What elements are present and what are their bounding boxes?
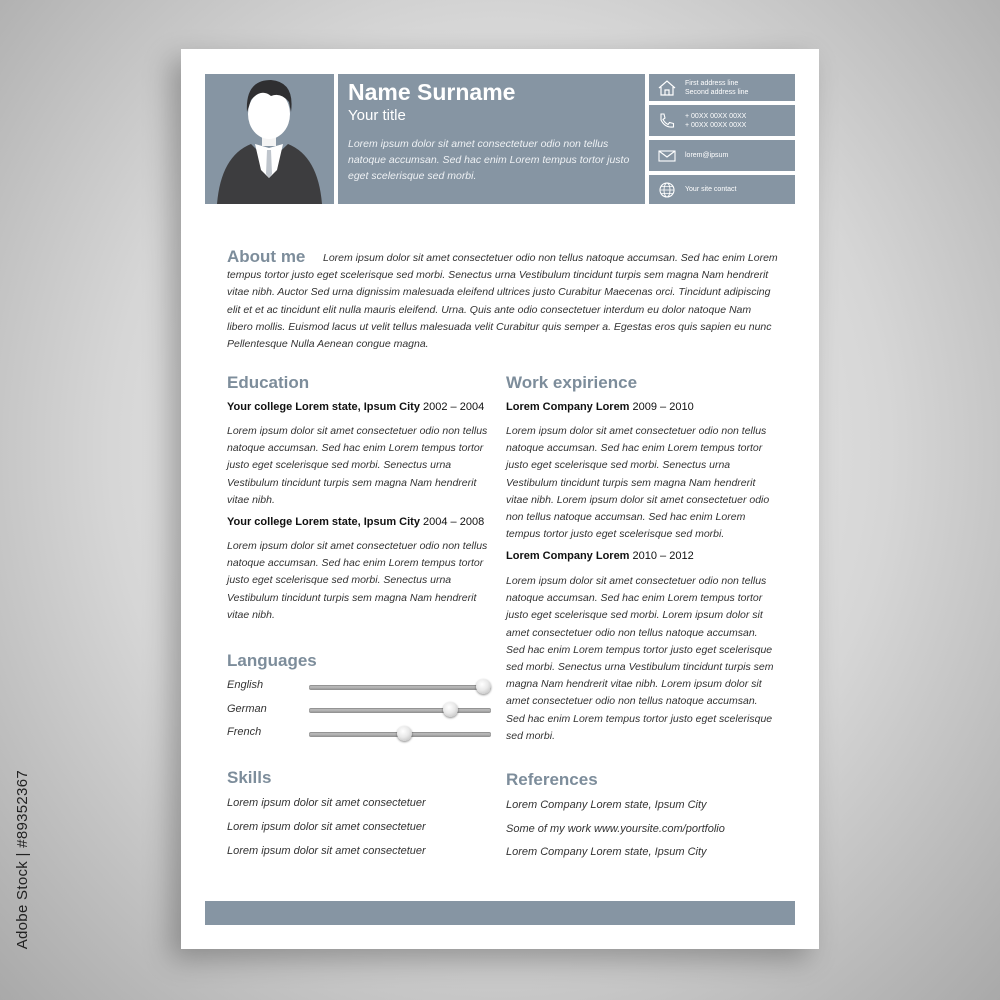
language-slider-english[interactable]: [309, 685, 491, 690]
job-title: Your title: [348, 107, 406, 124]
skill-item: Lorem ipsum dolor sit amet consectetuer: [227, 821, 426, 833]
slider-knob[interactable]: [397, 726, 412, 741]
reference-item: Some of my work www.yoursite.com/portfolio: [506, 823, 725, 835]
phone-icon: [655, 111, 679, 131]
work-heading: Work expirience: [506, 373, 638, 392]
language-label-french: French: [227, 726, 262, 738]
intro-text: Lorem ipsum dolor sit amet consectetuer odio non tellus natoque accumsan. Sed hac enim Lorem tempus tortor justo eget scelerisque sed morbi.: [348, 138, 630, 182]
address-line-2: Second address line: [685, 88, 749, 96]
skill-item: Lorem ipsum dolor sit amet consectetuer: [227, 845, 426, 857]
envelope-icon: [655, 146, 679, 166]
reference-item: Lorem Company Lorem state, Ipsum City: [506, 846, 707, 858]
work-entry-1-head: Lorem Company Lorem 2009 – 2010: [506, 401, 694, 413]
work-entry-1-text: Lorem ipsum dolor sit amet consectetuer odio non tellus natoque accumsan. Sed hac enim Lorem tempus tortor justo eget scelerisque sed morbi. Senectus urna Vestibulum tincidunt turpis sem magna Nam hendrerit vitae nibh. Lorem ipsum dolor sit amet consectetuer odio non tellus natoque accumsan. Sed hac enim Lorem tempus tortor justo eget scelerisque sed morbi.: [506, 425, 770, 541]
globe-icon: [655, 180, 679, 200]
person-avatar-icon: [205, 74, 334, 204]
contact-address: [649, 74, 795, 101]
reference-item: Lorem Company Lorem state, Ipsum City: [506, 799, 707, 811]
work-entry-2-head: Lorem Company Lorem 2010 – 2012: [506, 550, 694, 562]
education-heading: Education: [227, 373, 310, 392]
house-icon: [655, 78, 679, 98]
skill-item: Lorem ipsum dolor sit amet consectetuer: [227, 797, 426, 809]
resume-sheet: [181, 49, 819, 949]
full-name: Name Surname: [348, 79, 516, 105]
stock-id-text: Adobe Stock | #89352367: [14, 770, 31, 950]
skills-heading: Skills: [227, 768, 272, 787]
language-label-german: German: [227, 703, 267, 715]
language-slider-german[interactable]: [309, 708, 491, 713]
work-entry-2-text: Lorem ipsum dolor sit amet consectetuer odio non tellus natoque accumsan. Sed hac enim Lorem tempus tortor justo eget scelerisque sed morbi. Lorem ipsum dolor sit amet consectetuer odio non tellus natoque accumsan. Sed hac enim Lorem tempus tortor justo eget scelerisque sed morbi. Senectus urna Vestibulum tincidunt turpis sem magna Nam hendrerit vitae nibh. Lorem ipsum dolor sit amet consectetuer odio non tellus natoque accumsan. Sed hac enim Lorem tempus tortor justo eget scelerisque sed morbi.: [506, 575, 774, 742]
contact-email: [649, 140, 795, 171]
phone-line-1: + 00XX 00XX 00XX: [685, 112, 747, 120]
profile-photo: [205, 74, 334, 204]
phone-line-2: + 00XX 00XX 00XX: [685, 121, 747, 129]
website-text: Your site contact: [685, 186, 737, 193]
education-entry-1-head: Your college Lorem state, Ipsum City 2002 – 2004: [227, 401, 485, 413]
slider-knob[interactable]: [476, 679, 491, 694]
language-label-english: English: [227, 679, 264, 691]
education-entry-1-text: Lorem ipsum dolor sit amet consectetuer odio non tellus natoque accumsan. Sed hac enim Lorem tempus tortor justo eget scelerisque sed morbi. Senectus urna Vestibulum tincidunt turpis sem magna Nam hendrerit vitae nibh.: [227, 425, 488, 506]
address-line-1: First address line: [685, 79, 739, 87]
education-entry-2-text: Lorem ipsum dolor sit amet consectetuer odio non tellus natoque accumsan. Sed hac enim Lorem tempus tortor justo eget scelerisque sed morbi. Senectus urna Vestibulum tincidunt turpis sem magna Nam hendrerit vitae nibh.: [227, 540, 488, 621]
footer-bar: [205, 901, 795, 925]
email-text: lorem@ipsum: [685, 152, 729, 159]
language-slider-french[interactable]: [309, 732, 491, 737]
name-title-box: [338, 74, 645, 204]
references-heading: References: [506, 770, 598, 789]
about-text: Lorem ipsum dolor sit amet consectetuer odio non tellus natoque accumsan. Sed hac enim Lorem tempus tortor justo eget scelerisque sed morbi. Senectus urna Vestibulum tincidunt turpis sem magna Nam hendrerit vitae nibh. Auctor Sed urna dignissim malesuada eleifend ultrices justo Curabitur Maecenas orci. Tincidunt adipiscing elit et et ac tincidunt elit nulla mauris eleifend. Urna. Quis ante odio consectetuer interdum eu dolor natoque Nam libero mollis. Euismod lacus ut velit tellus malesuada velit Curabitur quis semper a. Egestas eros quis sapien eu nunc Pellentesque Nulla Aenean congue magna.: [227, 252, 778, 351]
languages-heading: Languages: [227, 651, 317, 670]
contact-website: [649, 175, 795, 204]
education-entry-2-head: Your college Lorem state, Ipsum City 2004 – 2008: [227, 516, 485, 528]
about-heading: About me: [227, 247, 306, 266]
slider-knob[interactable]: [443, 702, 458, 717]
contact-phone: [649, 105, 795, 136]
